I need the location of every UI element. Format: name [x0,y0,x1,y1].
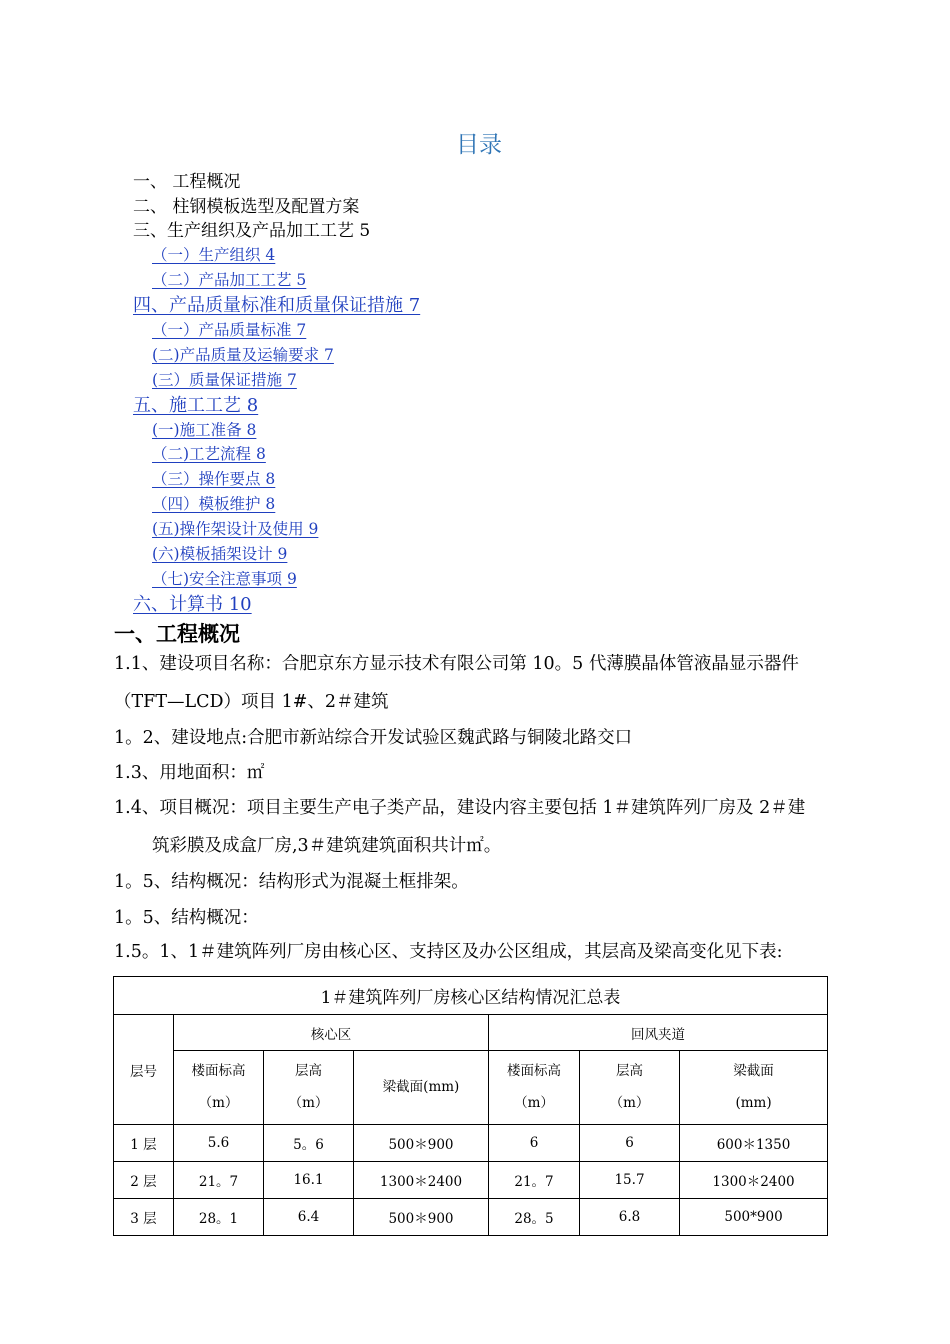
section-heading: 一、工程概况 [114,622,240,646]
table-cell: 1300＊2400 [680,1162,828,1199]
toc-entry[interactable]: （一）产品质量标准 7 [152,321,307,339]
paragraph: 筑彩膜及成盒厂房,3＃建筑建筑面积共计㎡。 [152,836,502,856]
column-header: 梁截面(mm) [354,1051,489,1125]
paragraph: 1。5、结构概况：结构形式为混凝土框排架。 [114,872,469,892]
paragraph: 1。5、结构概况： [114,908,259,928]
column-header: 层高 （m） [580,1051,680,1125]
table-row [114,1125,828,1162]
paragraph: 1.3、用地面积：㎡ [114,763,265,783]
table-caption: 1＃建筑阵列厂房核心区结构情况汇总表 [114,977,828,1015]
paragraph: 1.1、建设项目名称：合肥京东方显示技术有限公司第 10。5 代薄膜晶体管液晶显示器件 [114,654,799,674]
toc-entry[interactable]: 二、 柱钢模板选型及配置方案 [133,197,360,217]
column-header: 梁截面 (mm) [680,1051,828,1125]
table-cell: 6 [489,1125,580,1162]
paragraph: 1.4、项目概况：项目主要生产电子类产品，建设内容主要包括 1＃建筑阵列厂房及 2＃建 [114,798,806,818]
toc-entry[interactable]: 四、产品质量标准和质量保证措施 7 [133,295,421,316]
toc-entry[interactable]: (三）质量保证措施 7 [152,371,297,389]
toc-entry[interactable]: 三、生产组织及产品加工工艺 5 [133,221,371,241]
table-cell: 15.7 [580,1162,680,1199]
table-cell: 28。5 [489,1199,580,1236]
toc-entry[interactable]: (一)施工准备 8 [152,421,257,439]
toc-entry[interactable]: （一）生产组织 4 [152,246,276,264]
table-cell: 1300＊2400 [354,1162,489,1199]
table-cell: 600＊1350 [680,1125,828,1162]
table-cell: 16.1 [264,1162,354,1199]
column-header: 楼面标高 （m） [174,1051,264,1125]
toc-entry[interactable]: (五)操作架设计及使用 9 [152,520,319,538]
toc-entry[interactable]: (六)模板插架设计 9 [152,545,288,563]
table-row [114,1199,828,1236]
table-cell: 6 [580,1125,680,1162]
table-cell: 6.4 [264,1199,354,1236]
structure-summary-table [113,976,828,1236]
column-header: 层高 （m） [264,1051,354,1125]
floor-cell: 3 层 [114,1199,174,1236]
column-header: 楼面标高 （m） [489,1051,580,1125]
toc-entry[interactable]: （二）产品加工工艺 5 [152,271,307,289]
table-cell: 5。6 [264,1125,354,1162]
toc-entry[interactable]: 六、计算书 10 [133,594,252,615]
table-cell: 5.6 [174,1125,264,1162]
paragraph: 1。2、建设地点:合肥市新站综合开发试验区魏武路与铜陵北路交口 [114,728,633,748]
floor-header: 层号 [114,1015,174,1125]
table-cell: 6.8 [580,1199,680,1236]
toc-entry[interactable]: 一、 工程概况 [133,172,241,192]
table-row [114,1162,828,1199]
paragraph: 1.5。1、1＃建筑阵列厂房由核心区、支持区及办公区组成，其层高及梁高变化见下表: [114,942,783,962]
paragraph: （TFT—LCD）项目 1#、2＃建筑 [114,692,389,712]
toc-entry[interactable]: 五、施工工艺 8 [133,395,259,416]
table-cell: 500＊900 [354,1125,489,1162]
toc-entry[interactable]: （二)工艺流程 8 [152,445,266,463]
toc-entry[interactable]: （四）模板维护 8 [152,495,276,513]
table-cell: 21。7 [489,1162,580,1199]
floor-cell: 2 层 [114,1162,174,1199]
toc-title: 目录 [456,132,502,158]
toc-entry[interactable]: （七)安全注意事项 9 [152,570,297,588]
group-header-return-air: 回风夹道 [489,1015,828,1051]
table-cell: 28。1 [174,1199,264,1236]
group-header-core: 核心区 [174,1015,489,1051]
table-cell: 500＊900 [354,1199,489,1236]
toc-entry[interactable]: (二)产品质量及运输要求 7 [152,346,334,364]
toc-entry[interactable]: （三）操作要点 8 [152,470,276,488]
table-cell: 21。7 [174,1162,264,1199]
floor-cell: 1 层 [114,1125,174,1162]
table-cell: 500*900 [680,1199,828,1236]
